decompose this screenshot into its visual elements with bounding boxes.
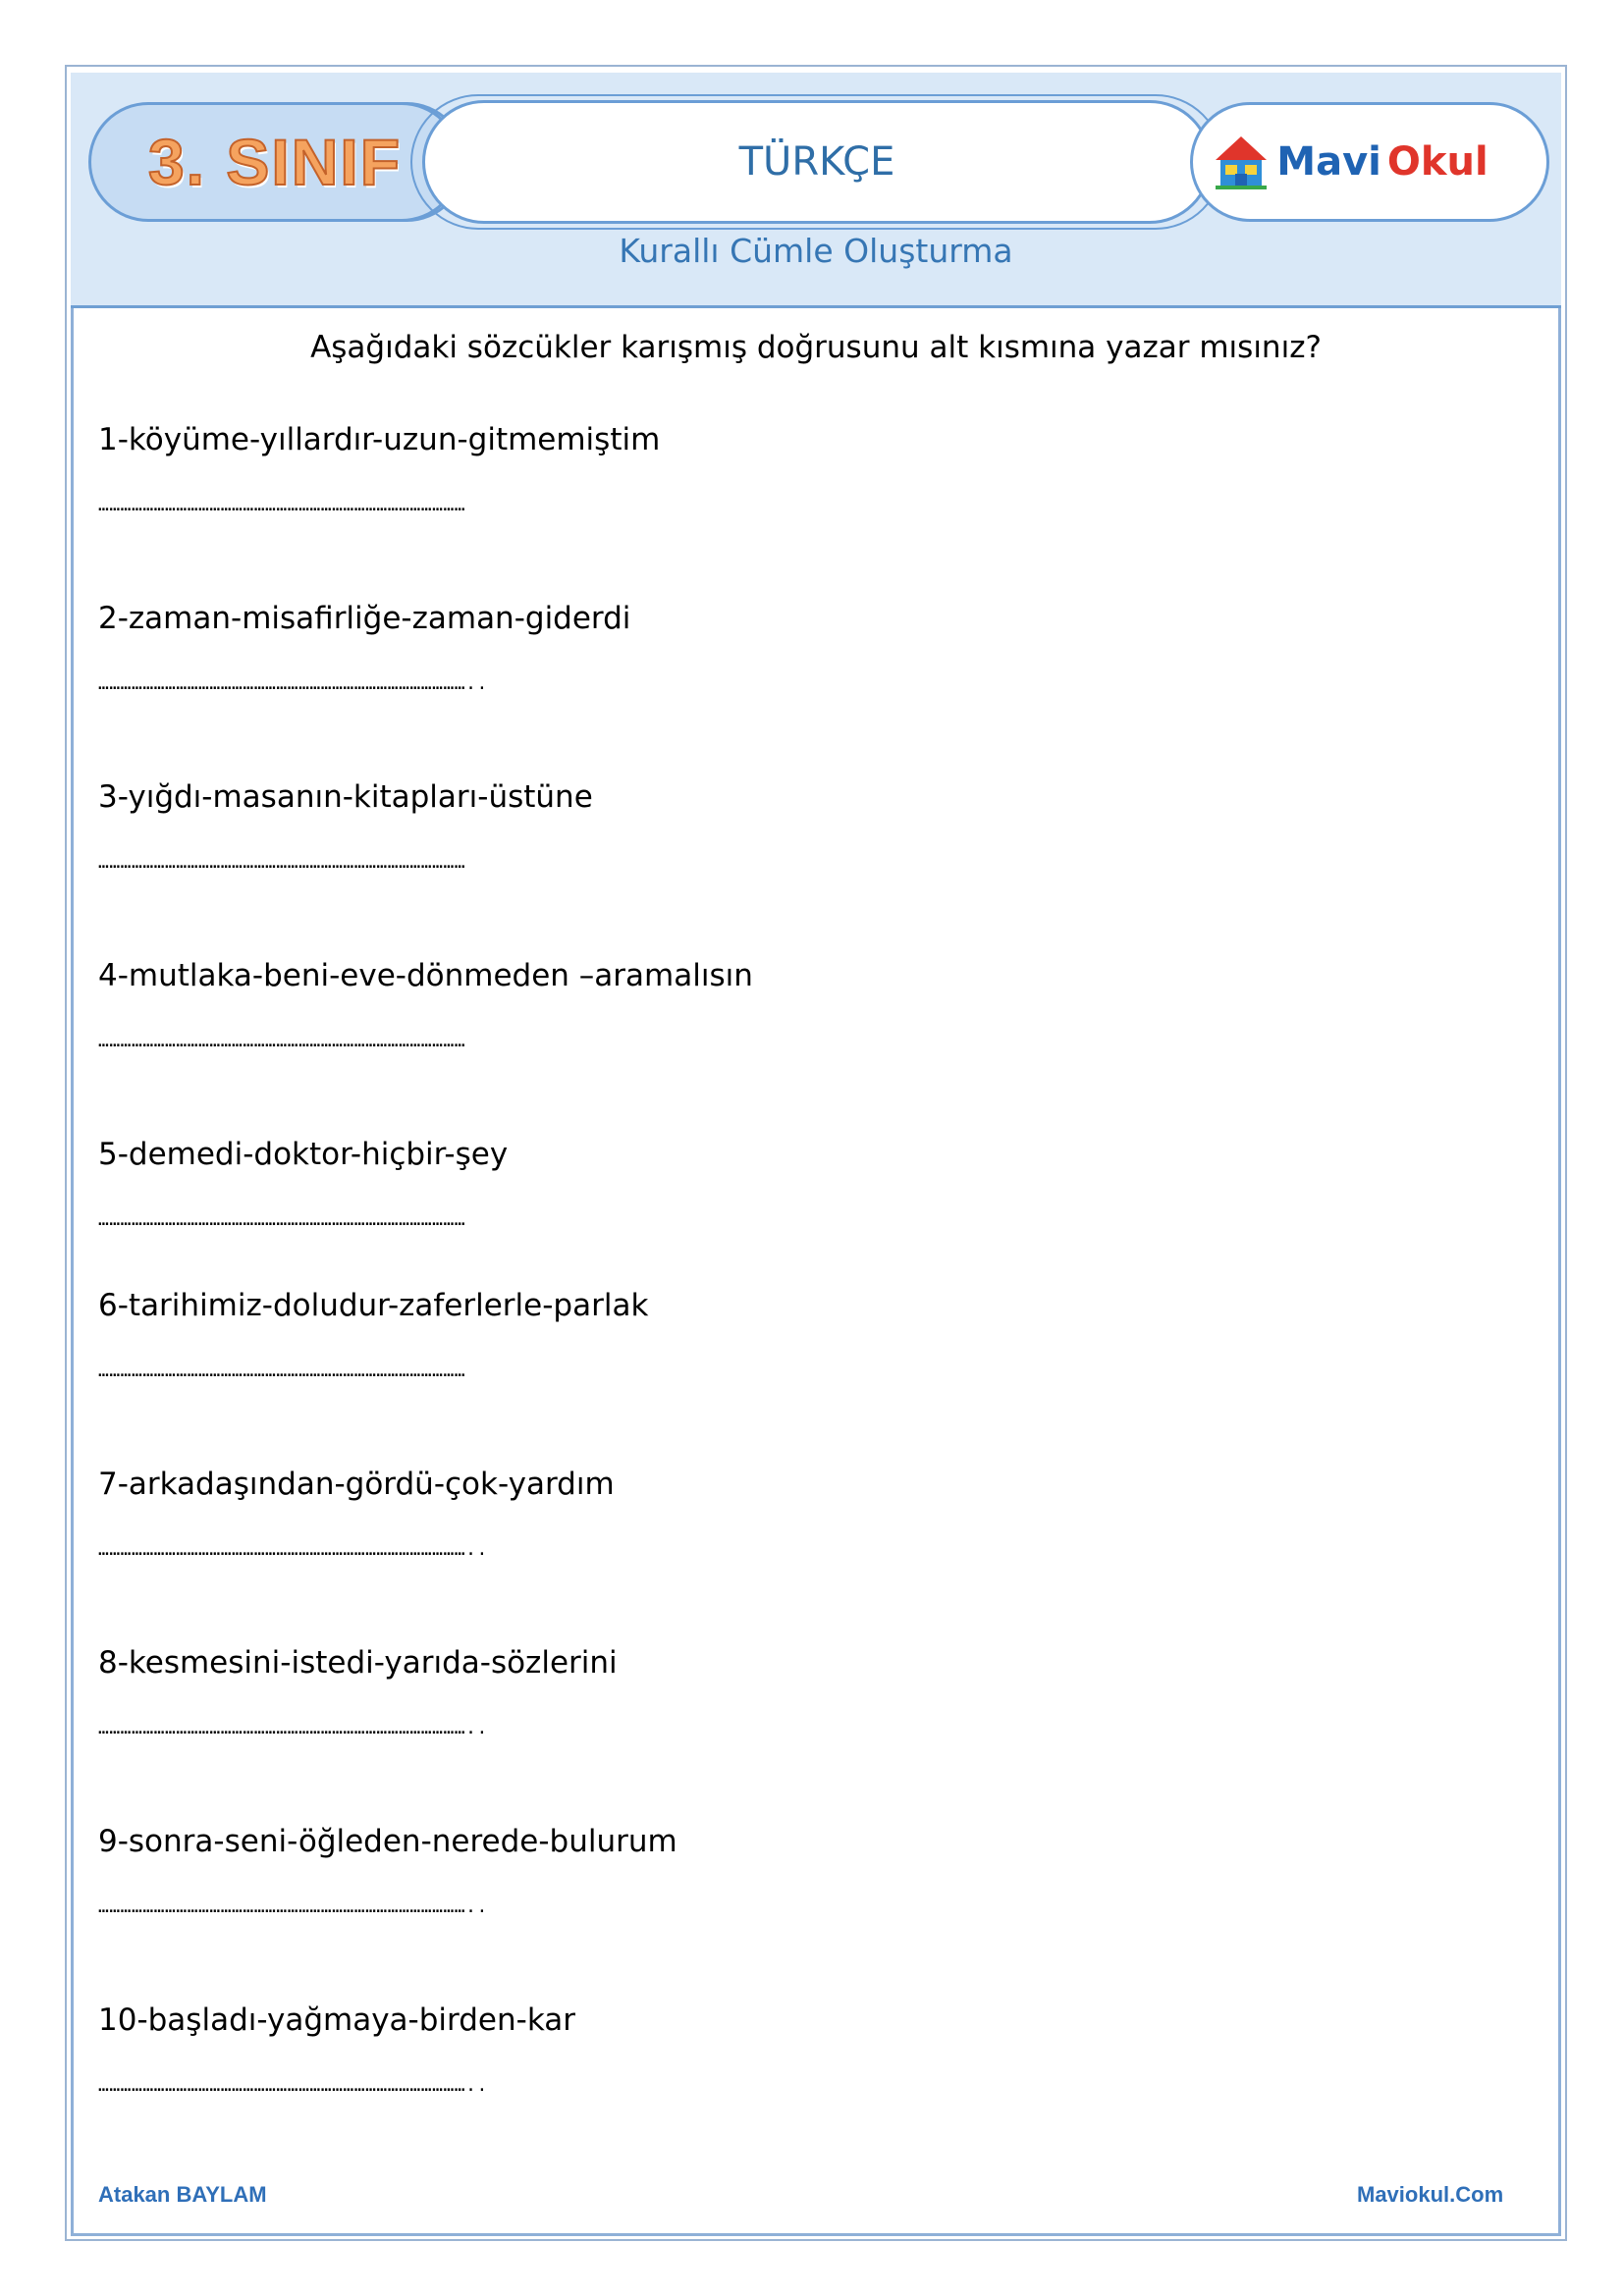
answer-line-9[interactable]: ………………………………………………………………………………………..: [98, 1896, 488, 1917]
grade-label: 3. SINIF: [147, 126, 403, 198]
answer-line-5[interactable]: ………………………………………………………………………………………: [98, 1209, 466, 1230]
answer-line-2[interactable]: ………………………………………………………………………………………..: [98, 673, 488, 694]
answer-line-6[interactable]: ………………………………………………………………………………………: [98, 1361, 466, 1381]
logo-text-mavi: Mavi: [1276, 139, 1381, 185]
question-5: 5-demedi-doktor-hiçbir-şey: [98, 1137, 509, 1172]
question-3: 3-yığdı-masanın-kitapları-üstüne: [98, 779, 593, 815]
answer-line-10[interactable]: ………………………………………………………………………………………..: [98, 2075, 488, 2096]
question-8: 8-kesmesini-istedi-yarıda-sözlerini: [98, 1645, 618, 1681]
logo-text-okul: Okul: [1386, 139, 1489, 185]
topic-title: Kurallı Cümle Oluşturma: [619, 232, 1013, 270]
subject-badge: [422, 100, 1212, 224]
question-4: 4-mutlaka-beni-eve-dönmeden –aramalısın: [98, 958, 753, 993]
instruction-text: Aşağıdaki sözcükler karışmış doğrusunu alt kısmına yazar mısınız?: [310, 330, 1322, 365]
subject-title: TÜRKÇE: [738, 139, 895, 185]
question-6: 6-tarihimiz-doludur-zaferlerle-parlak: [98, 1288, 649, 1323]
logo-badge: [1190, 102, 1549, 222]
answer-line-1[interactable]: ………………………………………………………………………………………: [98, 495, 466, 515]
question-9: 9-sonra-seni-öğleden-nerede-bulurum: [98, 1824, 677, 1859]
house-icon: [1212, 133, 1271, 191]
answer-line-4[interactable]: ………………………………………………………………………………………: [98, 1031, 466, 1051]
answer-line-3[interactable]: ………………………………………………………………………………………: [98, 852, 466, 873]
answer-line-7[interactable]: ………………………………………………………………………………………..: [98, 1539, 488, 1560]
footer-site-link[interactable]: Maviokul.Com: [1357, 2182, 1504, 2207]
maviokul-logo: [1212, 133, 1488, 191]
question-2: 2-zaman-misafirliğe-zaman-giderdi: [98, 601, 631, 636]
question-10: 10-başladı-yağmaya-birden-kar: [98, 2002, 575, 2038]
question-7: 7-arkadaşından-gördü-çok-yardım: [98, 1467, 615, 1502]
question-1: 1-köyüme-yıllardır-uzun-gitmemiştim: [98, 422, 661, 457]
footer-author: Atakan BAYLAM: [98, 2182, 267, 2207]
answer-line-8[interactable]: ………………………………………………………………………………………..: [98, 1718, 488, 1738]
